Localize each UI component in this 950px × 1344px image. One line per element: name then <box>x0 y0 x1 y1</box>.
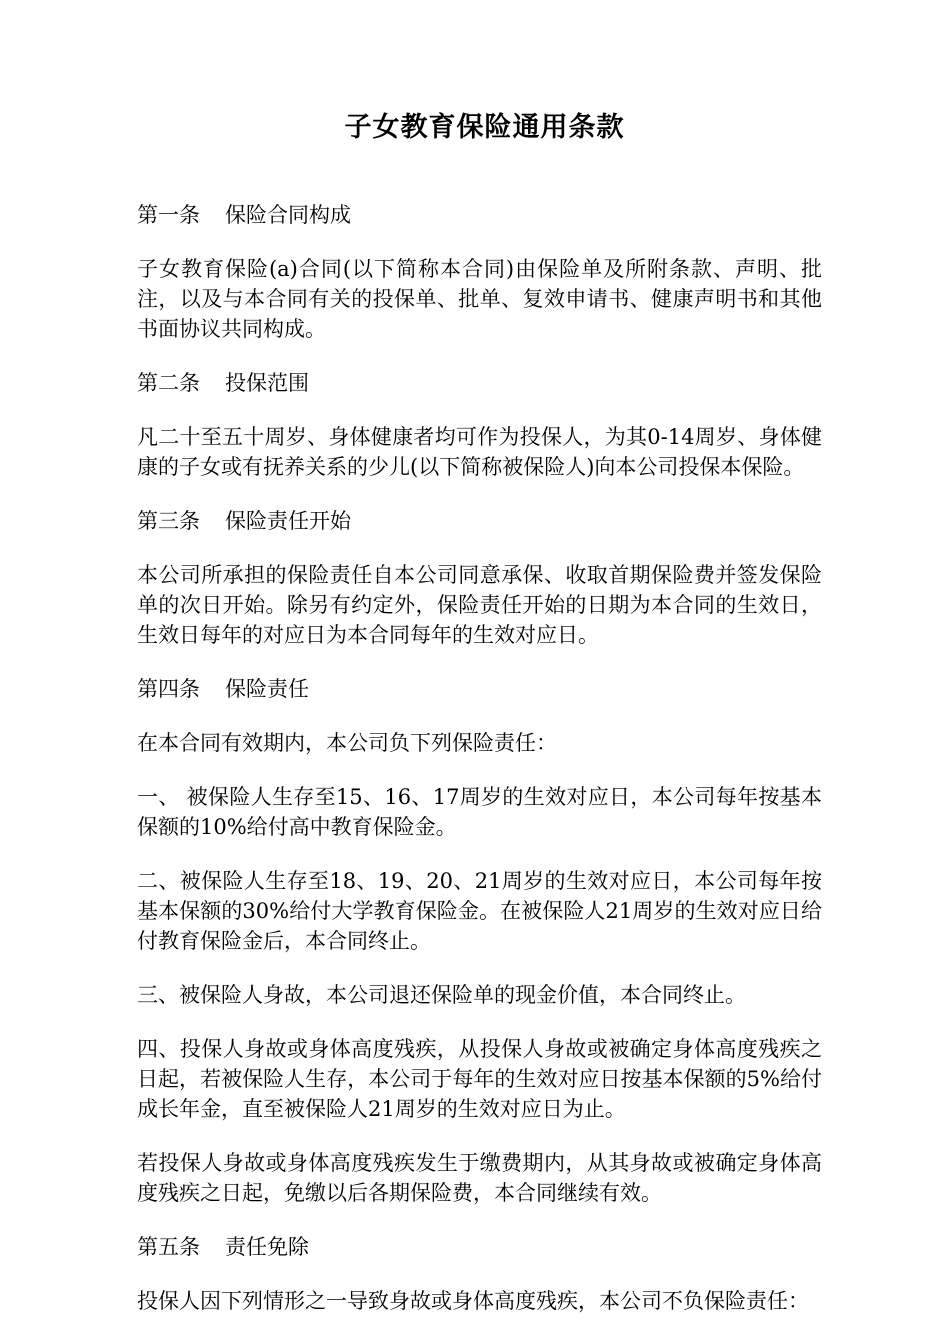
section-number: 第四条 <box>137 677 200 701</box>
paragraph: 一、 被保险人生存至15、16、17周岁的生效对应日，本公司每年按基本保额的10%给付高中教育保险金。 <box>137 785 822 839</box>
section-number: 第三条 <box>137 509 200 533</box>
section-title: 保险合同构成 <box>225 203 351 227</box>
paragraph: 本公司所承担的保险责任自本公司同意承保、收取首期保险费并签发保险单的次日开始。除另有约定外，保险责任开始的日期为本合同的生效日，生效日每年的对应日为本合同每年的生效对应日。 <box>137 563 822 647</box>
section-heading <box>137 368 822 398</box>
section-title: 投保范围 <box>225 371 309 395</box>
paragraph: 若投保人身故或身体高度残疾发生于缴费期内，从其身故或被确定身体高度残疾之日起，免缴以后各期保险费，本合同继续有效。 <box>137 1151 822 1205</box>
paragraph: 三、被保险人身故，本公司退还保险单的现金价值，本合同终止。 <box>137 983 746 1007</box>
section-number: 第五条 <box>137 1235 200 1259</box>
paragraph: 四、投保人身故或身体高度残疾，从投保人身故或被确定身体高度残疾之日起，若被保险人生存，本公司于每年的生效对应日按基本保额的5%给付成长年金，直至被保险人21周岁的生效对应日为止。 <box>137 1037 822 1121</box>
paragraph: 投保人因下列情形之一导致身故或身体高度残疾，本公司不负保险责任： <box>137 1289 809 1313</box>
section-title: 保险责任开始 <box>225 509 351 533</box>
paragraph: 子女教育保险(a)合同(以下简称本合同)由保险单及所附条款、声明、批注，以及与本合同有关的投保单、批单、复效申请书、健康声明书和其他书面协议共同构成。 <box>137 257 822 341</box>
section-title: 保险责任 <box>225 677 309 701</box>
section-title: 责任免除 <box>225 1235 309 1259</box>
paragraph: 在本合同有效期内，本公司负下列保险责任： <box>137 731 557 755</box>
paragraph: 凡二十至五十周岁、身体健康者均可作为投保人，为其0-14周岁、身体健康的子女或有抚养关系的少儿(以下简称被保险人)向本公司投保本保险。 <box>137 425 822 479</box>
section-heading <box>137 200 822 230</box>
paragraph: 二、被保险人生存至18、19、20、21周岁的生效对应日，本公司每年按基本保额的30%给付大学教育保险金。在被保险人21周岁的生效对应日给付教育保险金后，本合同终止。 <box>137 869 822 953</box>
section-heading <box>137 506 822 536</box>
section-number: 第二条 <box>137 371 200 395</box>
section-heading <box>137 1232 822 1262</box>
section-number: 第一条 <box>137 203 200 227</box>
document-title: 子女教育保险通用条款 <box>344 112 625 143</box>
section-heading <box>137 674 822 704</box>
